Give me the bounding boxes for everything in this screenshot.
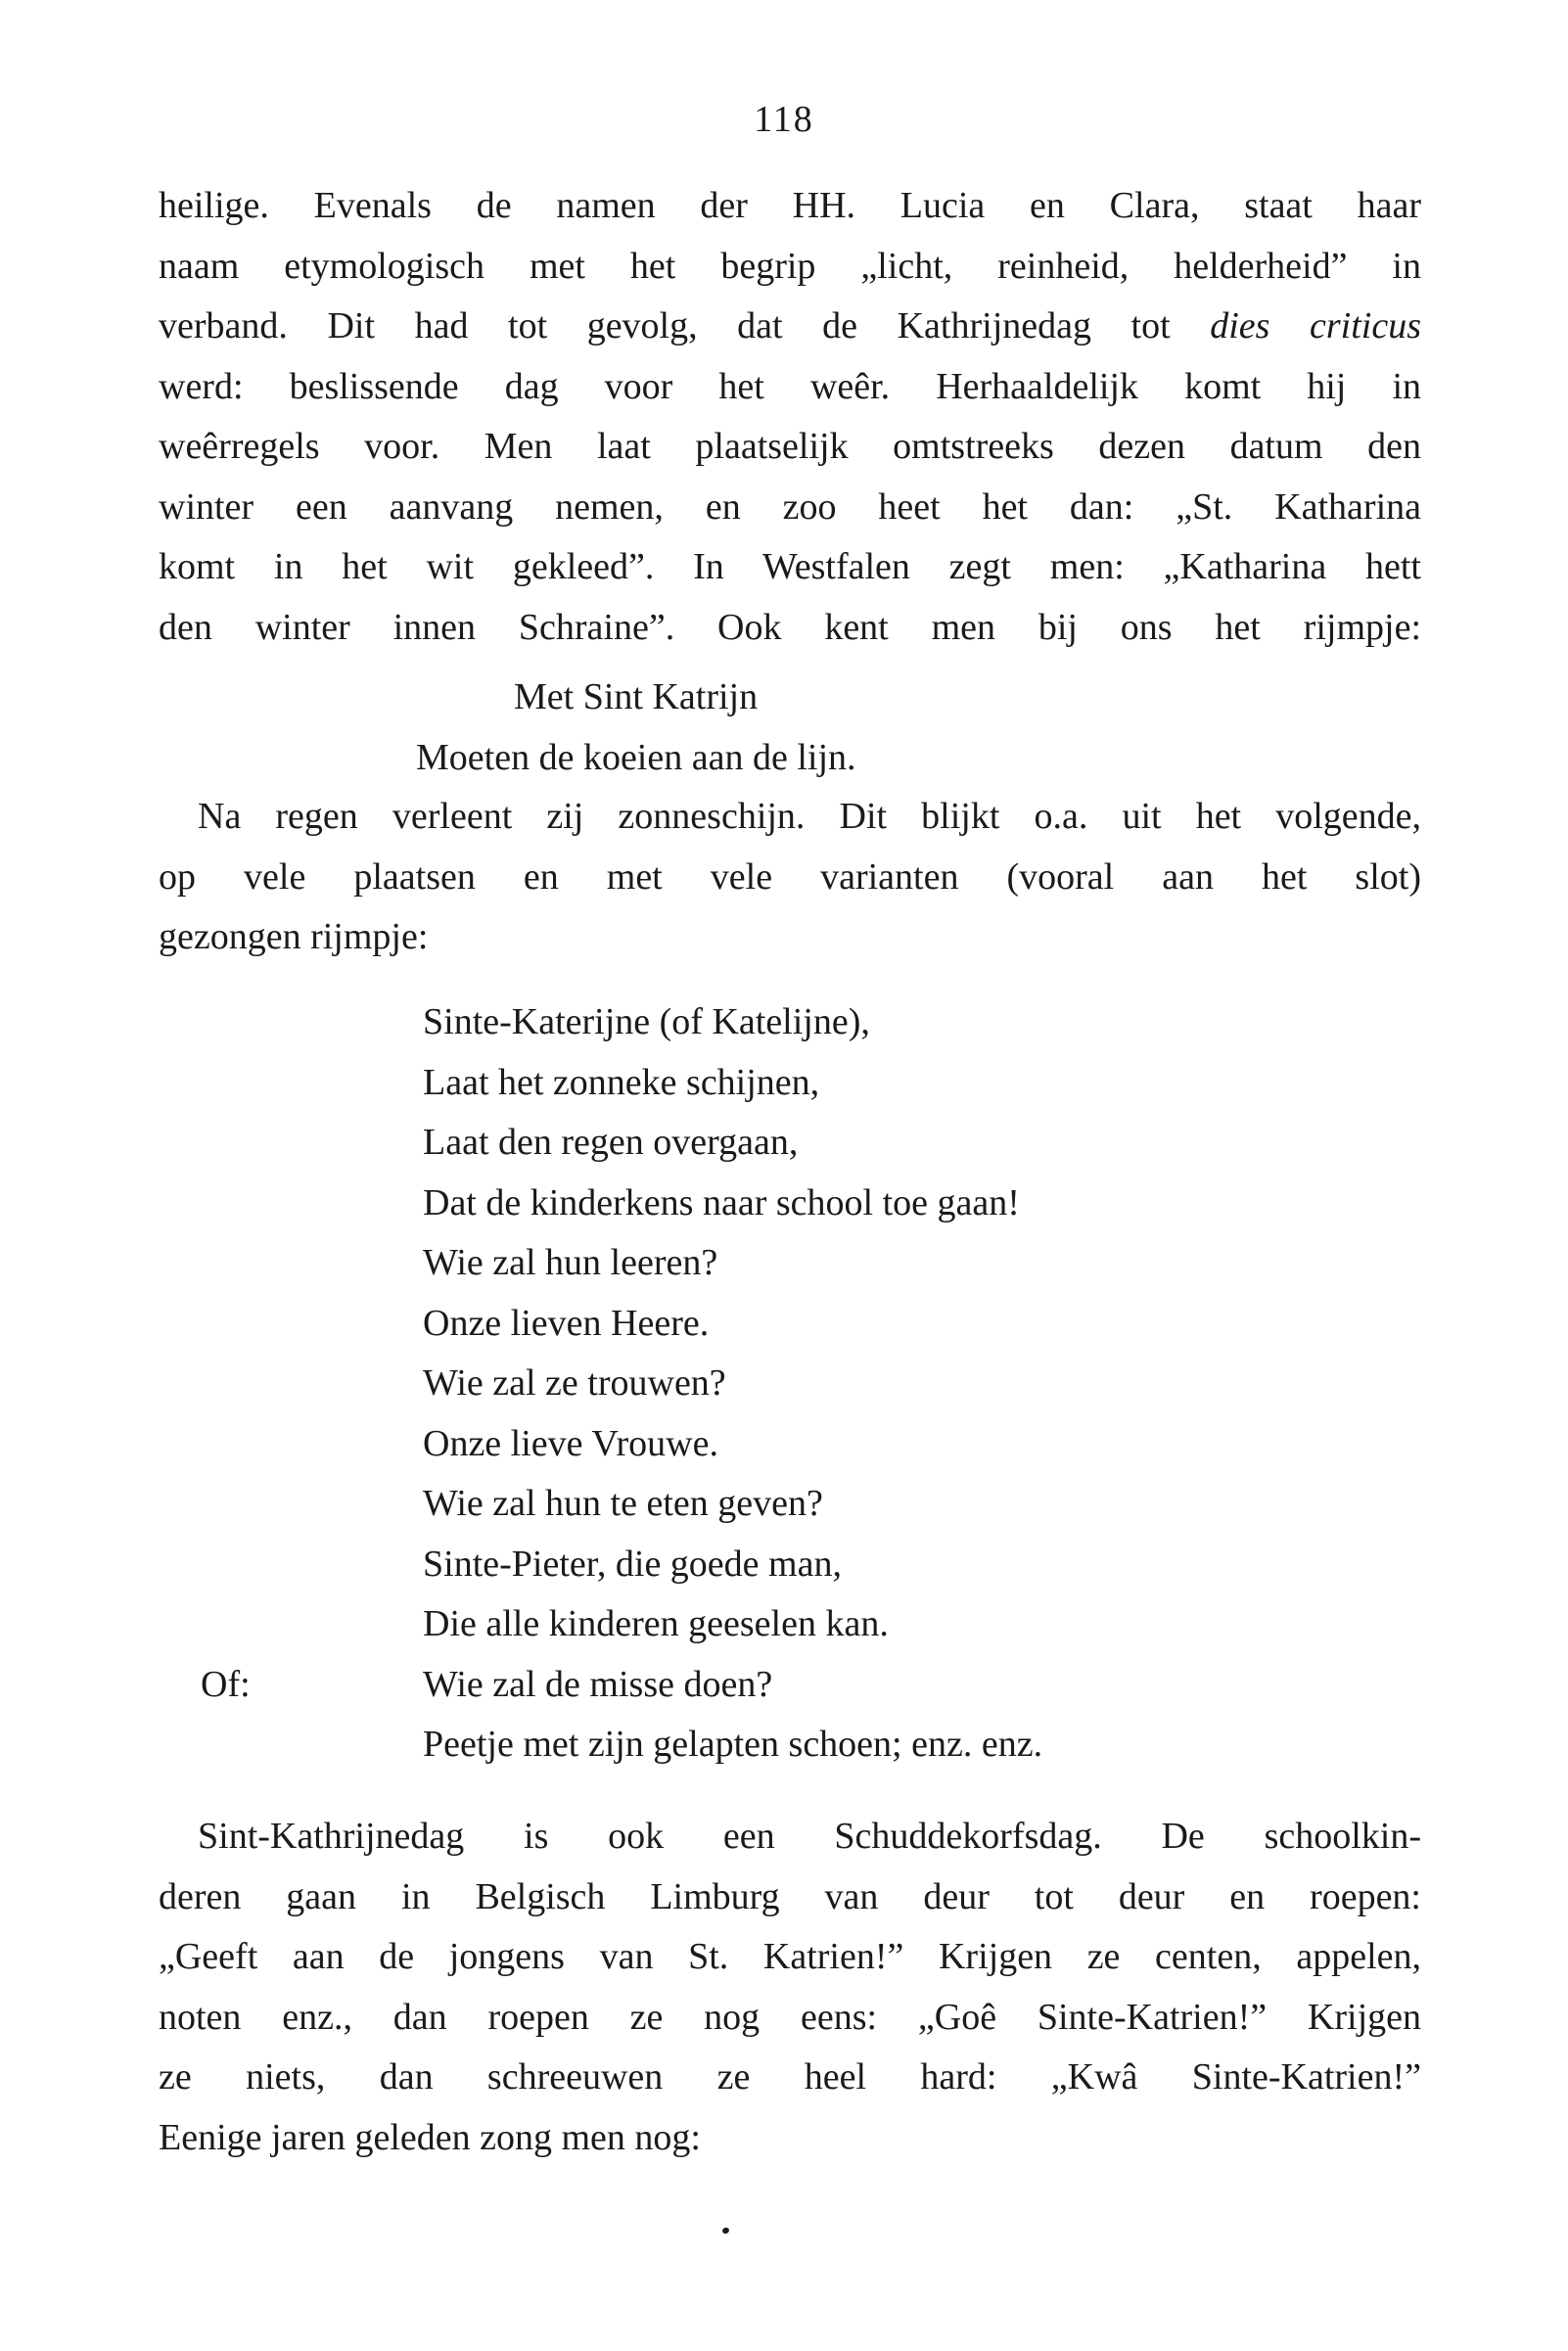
text-line: Na regen verleent zij zonneschijn. Dit blijkt o.a. uit het volgende, xyxy=(198,796,1421,837)
paragraph-1 xyxy=(159,176,1421,658)
verse-line: Wie zal de misse doen? xyxy=(423,1663,773,1705)
italic-phrase: dies criticus xyxy=(1210,305,1421,346)
text-line xyxy=(159,297,1421,357)
verse-line: Sinte-Pieter, die goede man, xyxy=(423,1543,842,1585)
verse-line: Die alle kinderen geeselen kan. xyxy=(423,1603,889,1644)
verse-1 xyxy=(416,667,856,787)
page-number: 118 xyxy=(754,99,814,140)
text-line: naam etymologisch met het begrip „licht, reinheid, helderheid” in xyxy=(159,245,1421,287)
text-line: winter een aanvang nemen, en zoo heet het dan: „St. Katharina xyxy=(159,485,1421,528)
verse-line: Peetje met zijn gelapten schoen; enz. enz. xyxy=(423,1724,1043,1765)
text-line: ze niets, dan schreeuwen ze heel hard: „Kwâ Sinte-Katrien!” xyxy=(159,2056,1421,2097)
text-line: Sint-Kathrijnedag is ook een Schuddekorfsdag. De schoolkin- xyxy=(198,1816,1421,1857)
text-line: Eenige jaren geleden zong men nog: xyxy=(159,2116,701,2158)
text-line: „Geeft aan de jongens van St. Katrien!” Krijgen ze centen, appelen, xyxy=(159,1936,1421,1977)
text-line: gezongen rijmpje: xyxy=(159,916,429,957)
verse-line: Laat het zonneke schijnen, xyxy=(423,1061,820,1103)
text-line-segment: verband. Dit had tot gevolg, dat de Kathrijnedag tot xyxy=(159,305,1211,346)
verse-variant-label: Of: xyxy=(201,1664,251,1705)
text-line: deren gaan in Belgisch Limburg van deur tot deur en roepen: xyxy=(159,1875,1421,1917)
verse-line: Onze lieven Heere. xyxy=(423,1302,710,1344)
text-line: weêrregels voor. Men laat plaatselijk omtstreeks dezen datum den xyxy=(159,426,1421,467)
verse-line: Sinte-Katerijne (of Katelijne), xyxy=(423,1001,870,1042)
text-line: op vele plaatsen en met vele varianten (vooral aan het slot) xyxy=(159,855,1421,898)
text-line: den winter innen Schraine”. Ook kent men bij ons het rijmpje: xyxy=(159,606,1421,648)
text-line: komt in het wit gekleed”. In Westfalen zegt men: „Katharina hett xyxy=(159,546,1421,587)
verse-line: Onze lieve Vrouwe. xyxy=(423,1422,718,1464)
verse-line: Wie zal ze trouwen? xyxy=(423,1362,726,1404)
text-line: heilige. Evenals de namen der HH. Lucia en Clara, staat haar xyxy=(159,185,1421,226)
text-line: werd: beslissende dag voor het weêr. Herhaaldelijk komt hij in xyxy=(159,365,1421,407)
paragraph-2 xyxy=(159,787,1421,968)
verse-line: Dat de kinderkens naar school toe gaan! xyxy=(423,1181,1020,1223)
verse-line: Moeten de koeien aan de lijn. xyxy=(416,736,856,778)
ink-mark xyxy=(721,2227,730,2235)
verse-line: Laat den regen overgaan, xyxy=(423,1122,799,1163)
verse-2 xyxy=(423,992,1042,1775)
paragraph-3 xyxy=(159,1807,1421,2168)
verse-line: Wie zal hun te eten geven? xyxy=(423,1483,823,1524)
text-line: noten enz., dan roepen ze nog eens: „Goê Sinte-Katrien!” Krijgen xyxy=(159,1996,1421,2038)
verse-line: Wie zal hun leeren? xyxy=(423,1242,718,1283)
verse-line: Met Sint Katrijn xyxy=(514,676,759,717)
